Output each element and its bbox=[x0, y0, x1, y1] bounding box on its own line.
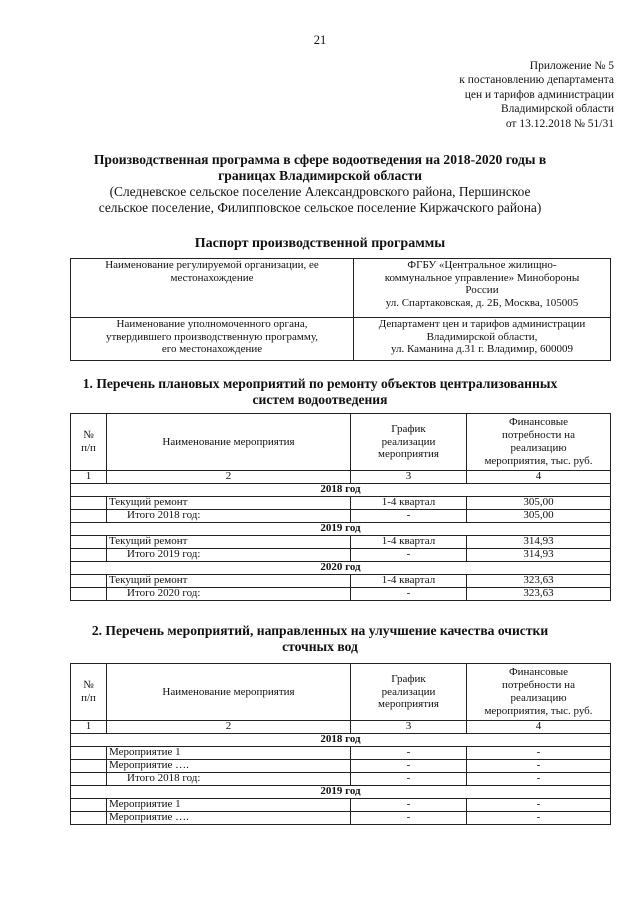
cell-line: п/п bbox=[81, 692, 96, 704]
appendix-line: Владимирской области bbox=[500, 103, 614, 116]
column-number: 2 bbox=[107, 471, 351, 484]
year-label: 2020 год bbox=[71, 562, 611, 575]
header-finance bbox=[467, 664, 611, 721]
year-row bbox=[71, 562, 611, 575]
row-num bbox=[71, 497, 107, 510]
section-title-line: систем водоотведения bbox=[252, 392, 388, 407]
cell-line: Владимирской области, bbox=[426, 330, 538, 343]
cell-line: реализации bbox=[381, 435, 436, 448]
wastewater-quality-table bbox=[70, 663, 611, 825]
main-title-line: границах Владимирской области bbox=[218, 168, 422, 183]
cell-line: Наименование уполномоченного органа, bbox=[116, 318, 308, 330]
total-value: 305,00 bbox=[467, 510, 611, 523]
cell-line: России bbox=[465, 284, 499, 297]
appendix-line: от 13.12.2018 № 51/31 bbox=[505, 117, 614, 130]
passport-authority-label bbox=[71, 318, 354, 361]
row-num bbox=[71, 747, 107, 760]
item-name: Текущий ремонт bbox=[107, 575, 351, 588]
passport-table bbox=[70, 258, 611, 361]
total-label: Итого 2018 год: bbox=[107, 773, 351, 786]
total-value: 314,93 bbox=[467, 549, 611, 562]
total-row bbox=[71, 549, 611, 562]
year-row bbox=[71, 523, 611, 536]
table-row bbox=[71, 812, 611, 825]
row-num bbox=[71, 536, 107, 549]
item-period: - bbox=[351, 799, 467, 812]
passport-org-label bbox=[71, 259, 354, 318]
document-title bbox=[40, 152, 600, 216]
cell-line: мероприятия bbox=[378, 698, 439, 711]
total-value: 323,63 bbox=[467, 588, 611, 601]
item-value: 323,63 bbox=[467, 575, 611, 588]
total-row bbox=[71, 588, 611, 601]
cell-line: Департамент цен и тарифов администрации bbox=[378, 318, 586, 330]
table-row bbox=[71, 747, 611, 760]
cell-line: коммунальное управление» Минобороны bbox=[384, 271, 580, 284]
cell-line: реализацию bbox=[510, 442, 567, 454]
cell-line: ФГБУ «Центральное жилищно- bbox=[407, 259, 557, 271]
cell-line: График bbox=[391, 422, 426, 435]
item-value: 314,93 bbox=[467, 536, 611, 549]
section-title-line: 1. Перечень плановых мероприятий по ремонту объектов централизованных bbox=[82, 376, 558, 391]
row-num bbox=[71, 549, 107, 562]
item-value: - bbox=[467, 760, 611, 773]
header-name: Наименование мероприятия bbox=[107, 414, 351, 471]
cell-line: утвердившего производственную программу, bbox=[105, 330, 318, 343]
total-period: - bbox=[351, 773, 467, 786]
table-row bbox=[71, 318, 611, 361]
header-name: Наименование мероприятия bbox=[107, 664, 351, 721]
year-label: 2018 год bbox=[71, 734, 611, 747]
appendix-line: цен и тарифов администрации bbox=[464, 88, 614, 101]
subtitle-line: сельское поселение, Филипповское сельское поселение Киржачского района) bbox=[98, 200, 542, 215]
table-header-row bbox=[71, 664, 611, 721]
item-value: - bbox=[467, 747, 611, 760]
item-name: Мероприятие …. bbox=[107, 760, 351, 773]
cell-line: его местонахождение bbox=[161, 343, 263, 356]
item-period: - bbox=[351, 812, 467, 825]
repair-plan-table bbox=[70, 413, 611, 601]
cell-line: № bbox=[83, 429, 94, 442]
column-number: 1 bbox=[71, 471, 107, 484]
column-number: 1 bbox=[71, 721, 107, 734]
year-label: 2019 год bbox=[71, 786, 611, 799]
column-number-row bbox=[71, 471, 611, 484]
row-num bbox=[71, 588, 107, 601]
total-period: - bbox=[351, 510, 467, 523]
item-name: Текущий ремонт bbox=[107, 536, 351, 549]
total-value: - bbox=[467, 773, 611, 786]
cell-line: потребности на bbox=[502, 429, 575, 442]
table-row bbox=[71, 760, 611, 773]
section-title-line: сточных вод bbox=[282, 639, 358, 654]
header-num bbox=[71, 414, 107, 471]
appendix-line: Приложение № 5 bbox=[529, 60, 614, 72]
row-num bbox=[71, 575, 107, 588]
subtitle-line: (Следневское сельское поселение Александровского района, Першинское bbox=[109, 184, 531, 199]
item-period: - bbox=[351, 760, 467, 773]
header-schedule bbox=[351, 414, 467, 471]
table-header-row bbox=[71, 414, 611, 471]
passport-authority-value bbox=[354, 318, 611, 361]
row-num bbox=[71, 510, 107, 523]
item-name: Мероприятие 1 bbox=[107, 799, 351, 812]
appendix-block bbox=[374, 59, 614, 131]
cell-line: п/п bbox=[81, 442, 96, 454]
total-label: Итого 2020 год: bbox=[107, 588, 351, 601]
cell-line: Финансовые bbox=[508, 666, 569, 679]
column-number-row bbox=[71, 721, 611, 734]
cell-line: ул. Спартаковская, д. 2Б, Москва, 105005 bbox=[385, 296, 579, 309]
total-label: Итого 2018 год: bbox=[107, 510, 351, 523]
total-row bbox=[71, 510, 611, 523]
year-row bbox=[71, 786, 611, 799]
cell-line: № bbox=[83, 679, 94, 692]
year-row bbox=[71, 484, 611, 497]
cell-line: Наименование регулируемой организации, ее bbox=[105, 259, 319, 271]
cell-line: мероприятия, тыс. руб. bbox=[484, 454, 593, 467]
cell-line: реализацию bbox=[510, 692, 567, 704]
column-number: 2 bbox=[107, 721, 351, 734]
year-row bbox=[71, 734, 611, 747]
cell-line: мероприятия, тыс. руб. bbox=[484, 704, 593, 717]
item-name: Текущий ремонт bbox=[107, 497, 351, 510]
table-row bbox=[71, 799, 611, 812]
table-row bbox=[71, 575, 611, 588]
row-num bbox=[71, 812, 107, 825]
total-period: - bbox=[351, 549, 467, 562]
table-row bbox=[71, 259, 611, 318]
item-value: 305,00 bbox=[467, 497, 611, 510]
year-label: 2018 год bbox=[71, 484, 611, 497]
appendix-line: к постановлению департамента bbox=[459, 74, 614, 87]
main-title-line: Производственная программа в сфере водоотведения на 2018-2020 годы в bbox=[93, 152, 547, 167]
total-period: - bbox=[351, 588, 467, 601]
column-number: 4 bbox=[467, 721, 611, 734]
cell-line: Финансовые bbox=[508, 416, 569, 429]
section1-title bbox=[40, 376, 600, 408]
item-value: - bbox=[467, 812, 611, 825]
row-num bbox=[71, 760, 107, 773]
section-title-line: 2. Перечень мероприятий, направленных на улучшение качества очистки bbox=[91, 623, 549, 638]
row-num bbox=[71, 799, 107, 812]
cell-line: реализации bbox=[381, 685, 436, 698]
column-number: 3 bbox=[351, 721, 467, 734]
passport-title: Паспорт производственной программы bbox=[194, 236, 446, 251]
item-period: 1-4 квартал bbox=[351, 575, 467, 588]
cell-line: График bbox=[391, 672, 426, 685]
item-name: Мероприятие 1 bbox=[107, 747, 351, 760]
cell-line: потребности на bbox=[502, 679, 575, 692]
section2-title bbox=[40, 623, 600, 655]
item-period: 1-4 квартал bbox=[351, 536, 467, 549]
passport-org-value bbox=[354, 259, 611, 318]
cell-line: местонахождение bbox=[170, 271, 254, 284]
page-number: 21 bbox=[313, 33, 327, 47]
table-row bbox=[71, 536, 611, 549]
cell-line: мероприятия bbox=[378, 448, 439, 461]
table-row bbox=[71, 497, 611, 510]
item-period: 1-4 квартал bbox=[351, 497, 467, 510]
total-row bbox=[71, 773, 611, 786]
header-finance bbox=[467, 414, 611, 471]
total-label: Итого 2019 год: bbox=[107, 549, 351, 562]
item-name: Мероприятие …. bbox=[107, 812, 351, 825]
cell-line: ул. Каманина д.31 г. Владимир, 600009 bbox=[390, 343, 574, 356]
row-num bbox=[71, 773, 107, 786]
column-number: 3 bbox=[351, 471, 467, 484]
column-number: 4 bbox=[467, 471, 611, 484]
year-label: 2019 год bbox=[71, 523, 611, 536]
item-period: - bbox=[351, 747, 467, 760]
item-value: - bbox=[467, 799, 611, 812]
header-schedule bbox=[351, 664, 467, 721]
header-num bbox=[71, 664, 107, 721]
